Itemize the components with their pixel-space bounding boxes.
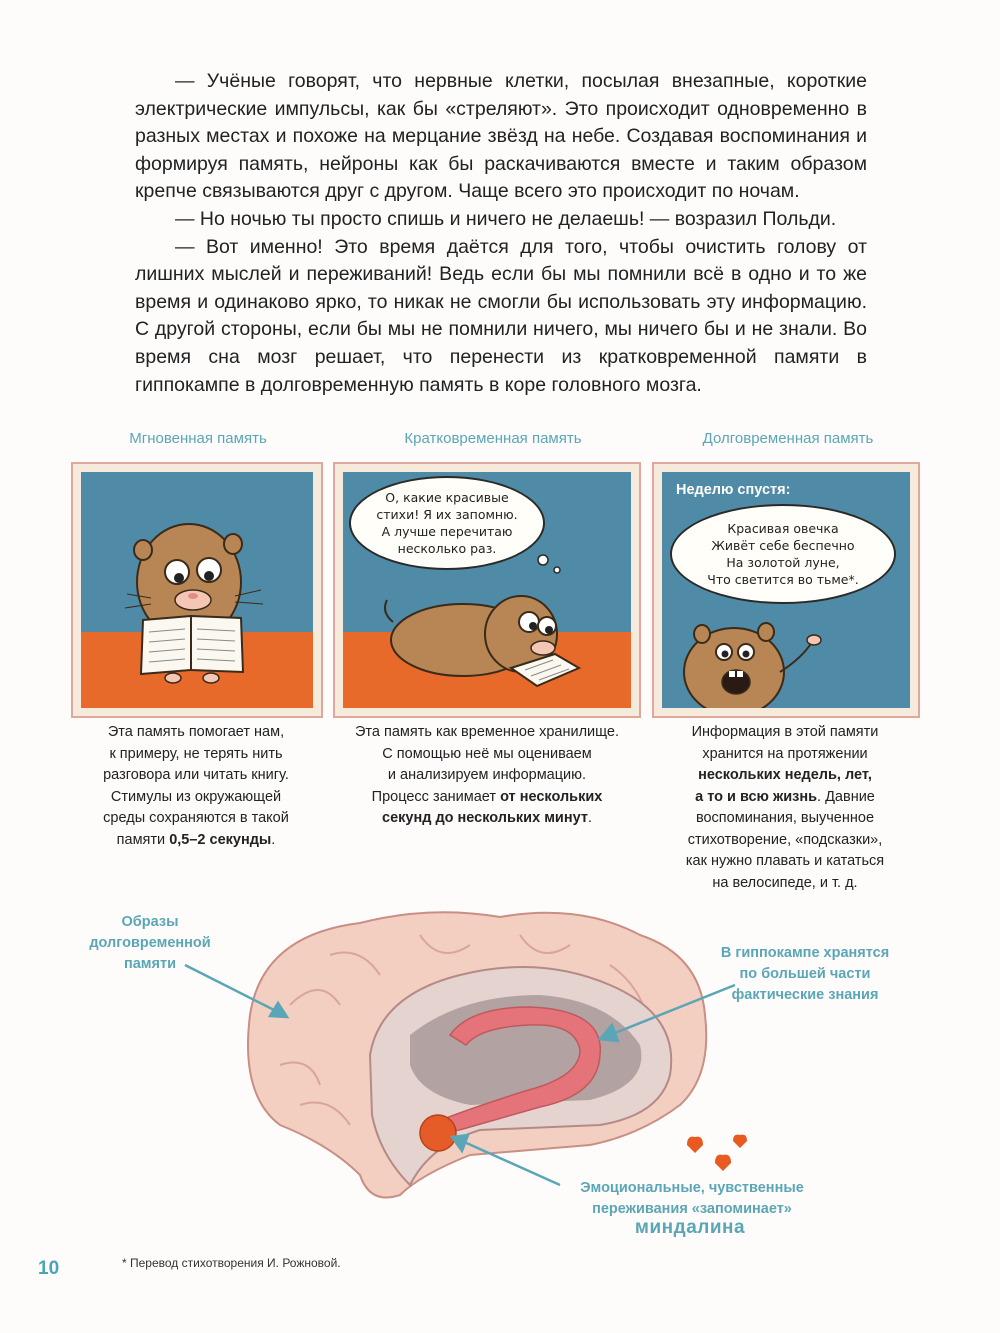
panel-title-long: Долговременная память [702,430,874,447]
panel-title-instant: Мгновенная память [129,430,267,447]
hearts-decoration [687,1135,747,1171]
caption-short-text: Эта память как временное хранилище. С помощью неё мы оцениваем и анализируем информацию. Процесс занимает [355,724,619,805]
label-amygdala: миндалина [634,1217,746,1238]
speech-bubble-long-text: Красивая овечка Живёт себе беспечно На золотой луне, Что светится во тьме*. [707,521,859,587]
caption-short-end: . [587,810,592,826]
speech-bubble-long [670,504,896,604]
caption-long-text: Информация в этой памяти хранится на протяжении [691,724,879,762]
comic-panel-instant [71,462,323,718]
hamster-reading-illustration [81,472,313,708]
caption-short-bold: от нескольких секунд до нескольких минут [382,788,603,826]
speech-bubble-short-text: О, какие красивые стихи! Я их запомню. А лучше перечитаю несколько раз. [376,490,518,556]
caption-short [327,722,647,830]
caption-instant-text: Эта память помогает нам, к примеру, не терять нить разговора или читать книгу. Стимулы из окружающей среды сохраняются в такой памяти [103,724,289,848]
caption-long [654,722,916,894]
label-hippocampus: В гиппокампе хранятся по большей части фактические знания [720,945,890,1003]
panel-title-short: Кратковременная память [404,430,582,447]
comic-panel-short [333,462,641,718]
caption-instant-bold: 0,5–2 секунды [169,831,272,848]
main-text [135,68,867,399]
caption-long-end: . Давние воспоминания, выученное стихотворение, «подсказки», как нужно плавать и кататься на велосипеде, и т. д. [685,788,885,891]
page-number: 10 [38,1258,60,1279]
comic-panel-long [652,462,920,718]
label-emotions: Эмоциональные, чувственные переживания «запоминает» [580,1180,804,1217]
paragraph-3: — Вот именно! Это время даётся для того, чтобы очистить голову от лишних мыслей и переживаний! Ведь если бы мы помнили всё в одно и то же время и одинаково ярко, то никак не смогли бы использовать эту информацию. С другой стороны, если бы мы не помнили ничего, мы ничего бы и не знали. Во время сна мозг решает, что перенести из кратковременной памяти в гиппокампе в долговременную память в коре головного мозга. [135,235,867,396]
paragraph-2: — Но ночью ты просто спишь и ничего не делаешь! — возразил Польди. [175,207,837,230]
paragraph-1: — Учёные говорят, что нервные клетки, посылая внезапные, короткие электрические импульсы, как бы «стреляют». Это происходит одновременно в разных местах и похоже на мерцание звёзд на небе. Создавая воспоминания и формируя память, нейроны как бы раскачиваются вместе и таким образом крепче связываются друг с другом. Чаще всего это происходит по ночам. [135,70,867,203]
speech-bubble-short [349,476,545,570]
caption-long-bold: нескольких недель, лет, а то и всю жизнь [695,767,872,805]
panel-heading-week-later: Неделю спустя: [676,482,791,498]
caption-instant-end: . [271,831,276,848]
label-long-term-images: Образы долговременной памяти [89,914,211,972]
footnote: * Перевод стихотворения И. Рожновой. [122,1256,341,1270]
amygdala [420,1115,456,1151]
caption-instant [60,722,332,851]
